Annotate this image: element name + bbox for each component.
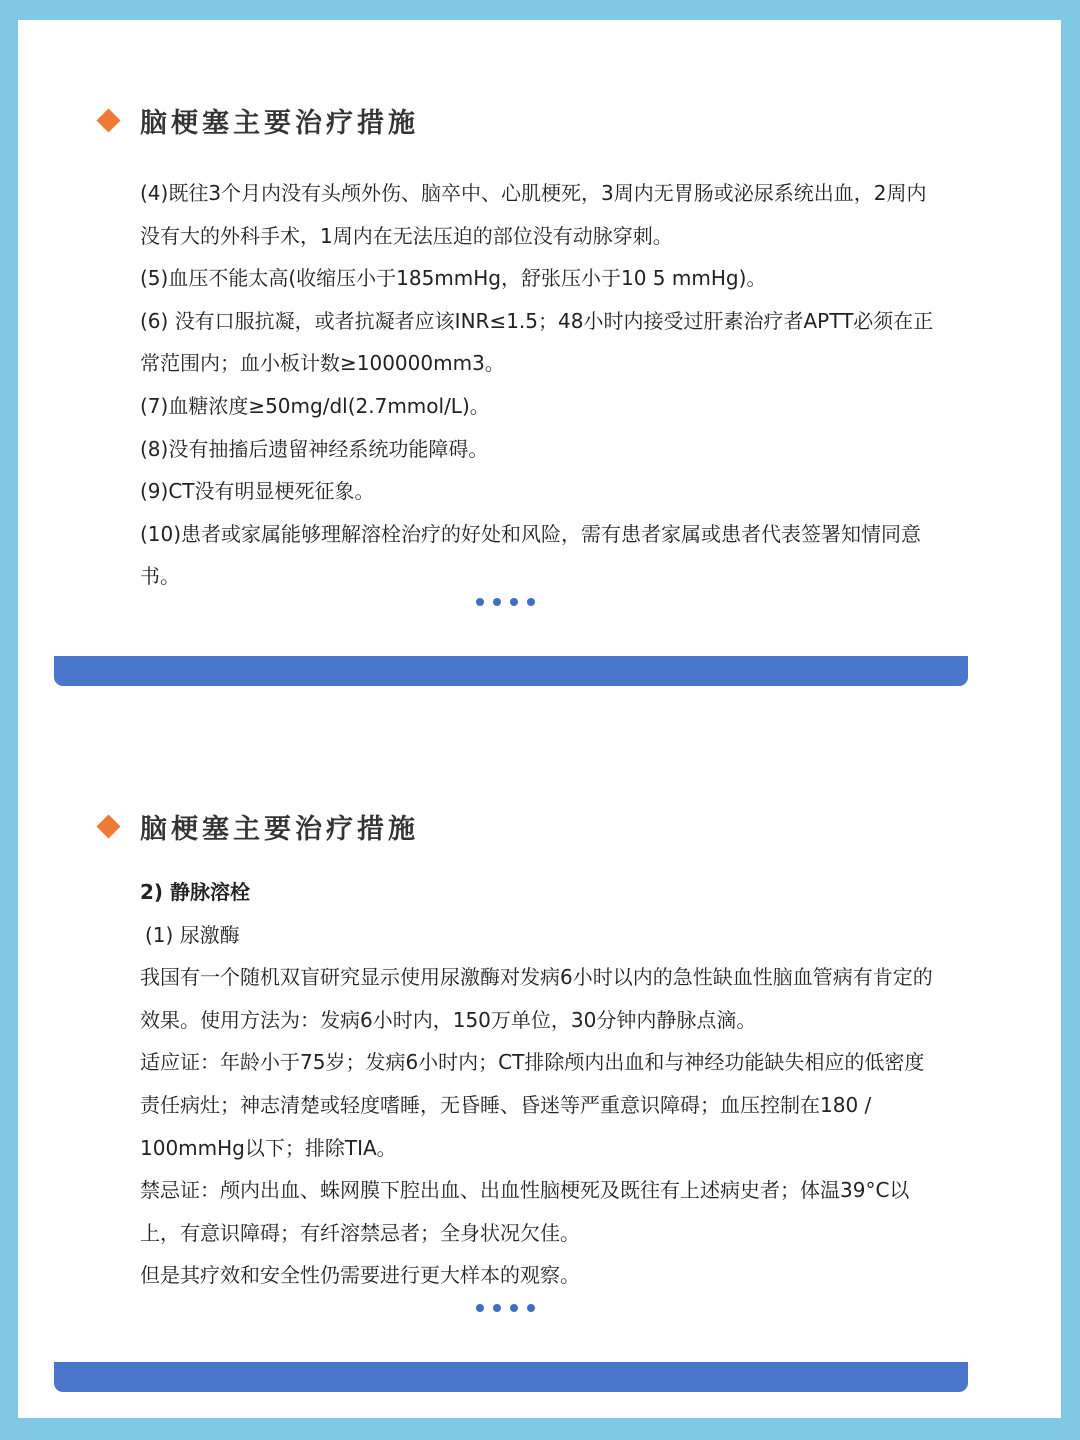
content-card [18,20,1061,1418]
dot-separator [476,1304,535,1312]
dot-icon [510,1304,518,1312]
criterion-10: (10)患者或家属能够理解溶栓治疗的好处和风险，需有患者家属或患者代表签署知情同意书。 [140,521,922,589]
conclusion-note: 但是其疗效和安全性仍需要进行更大样本的观察。 [140,1263,580,1288]
section-heading [96,100,419,140]
criterion-4: (4)既往3个月内没有头颅外伤、脑卒中、心肌梗死，3周内无胃肠或泌尿系统出血，2周内没有大的外科手术，1周内在无法压迫的部位没有动脉穿刺。 [140,181,927,248]
dot-separator [476,598,535,606]
section-title: 脑梗塞主要治疗措施 [140,107,419,139]
section-title: 脑梗塞主要治疗措施 [140,813,419,845]
dot-icon [476,598,484,606]
dot-icon [527,598,535,606]
dot-icon [493,598,501,606]
criterion-5: (5)血压不能太高(收缩压小于185mmHg，舒张压小于10 5 mmHg)。 [140,266,767,291]
dot-icon [527,1304,535,1312]
section-body [140,172,940,598]
criterion-8: (8)没有抽搐后遗留神经系统功能障碍。 [140,436,489,461]
criterion-7: (7)血糖浓度≥50mg/dl(2.7mmol/L)。 [140,393,490,418]
dot-icon [493,1304,501,1312]
orange-diamond-icon [96,108,120,132]
blue-divider-bar [54,656,968,686]
contraindications: 禁忌证：颅内出血、蛛网膜下腔出血、出血性脑梗死及既往有上述病史者；体温39°C以上，有意识障碍；有纤溶禁忌者；全身状况欠佳。 [140,1178,910,1245]
item-label-urokinase: (1) 尿激酶 [145,922,240,947]
dot-icon [476,1304,484,1312]
subheading-iv-thrombolysis: 2) 静脉溶栓 [140,880,251,904]
criterion-9: (9)CT没有明显梗死征象。 [140,479,375,504]
criterion-6: (6) 没有口服抗凝，或者抗凝者应该INR≤1.5；48小时内接受过肝素治疗者APTT必须在正常范围内；血小板计数≥100000mm3。 [140,308,934,376]
section-body [140,871,940,1297]
orange-diamond-icon [96,814,120,838]
dot-icon [510,598,518,606]
urokinase-study: 我国有一个随机双盲研究显示使用尿激酶对发病6小时以内的急性缺血性脑血管病有肯定的效果。使用方法为：发病6小时内，150万单位，30分钟内静脉点滴。 [140,965,933,1032]
indications: 适应证：年龄小于75岁；发病6小时内；CT排除颅内出血和与神经功能缺失相应的低密度责任病灶；神志清楚或轻度嗜睡，无昏睡、昏迷等严重意识障碍；血压控制在180 / 100mmHg以下；排除TIA。 [140,1050,925,1160]
section-heading [96,806,419,846]
blue-divider-bar [54,1362,968,1392]
